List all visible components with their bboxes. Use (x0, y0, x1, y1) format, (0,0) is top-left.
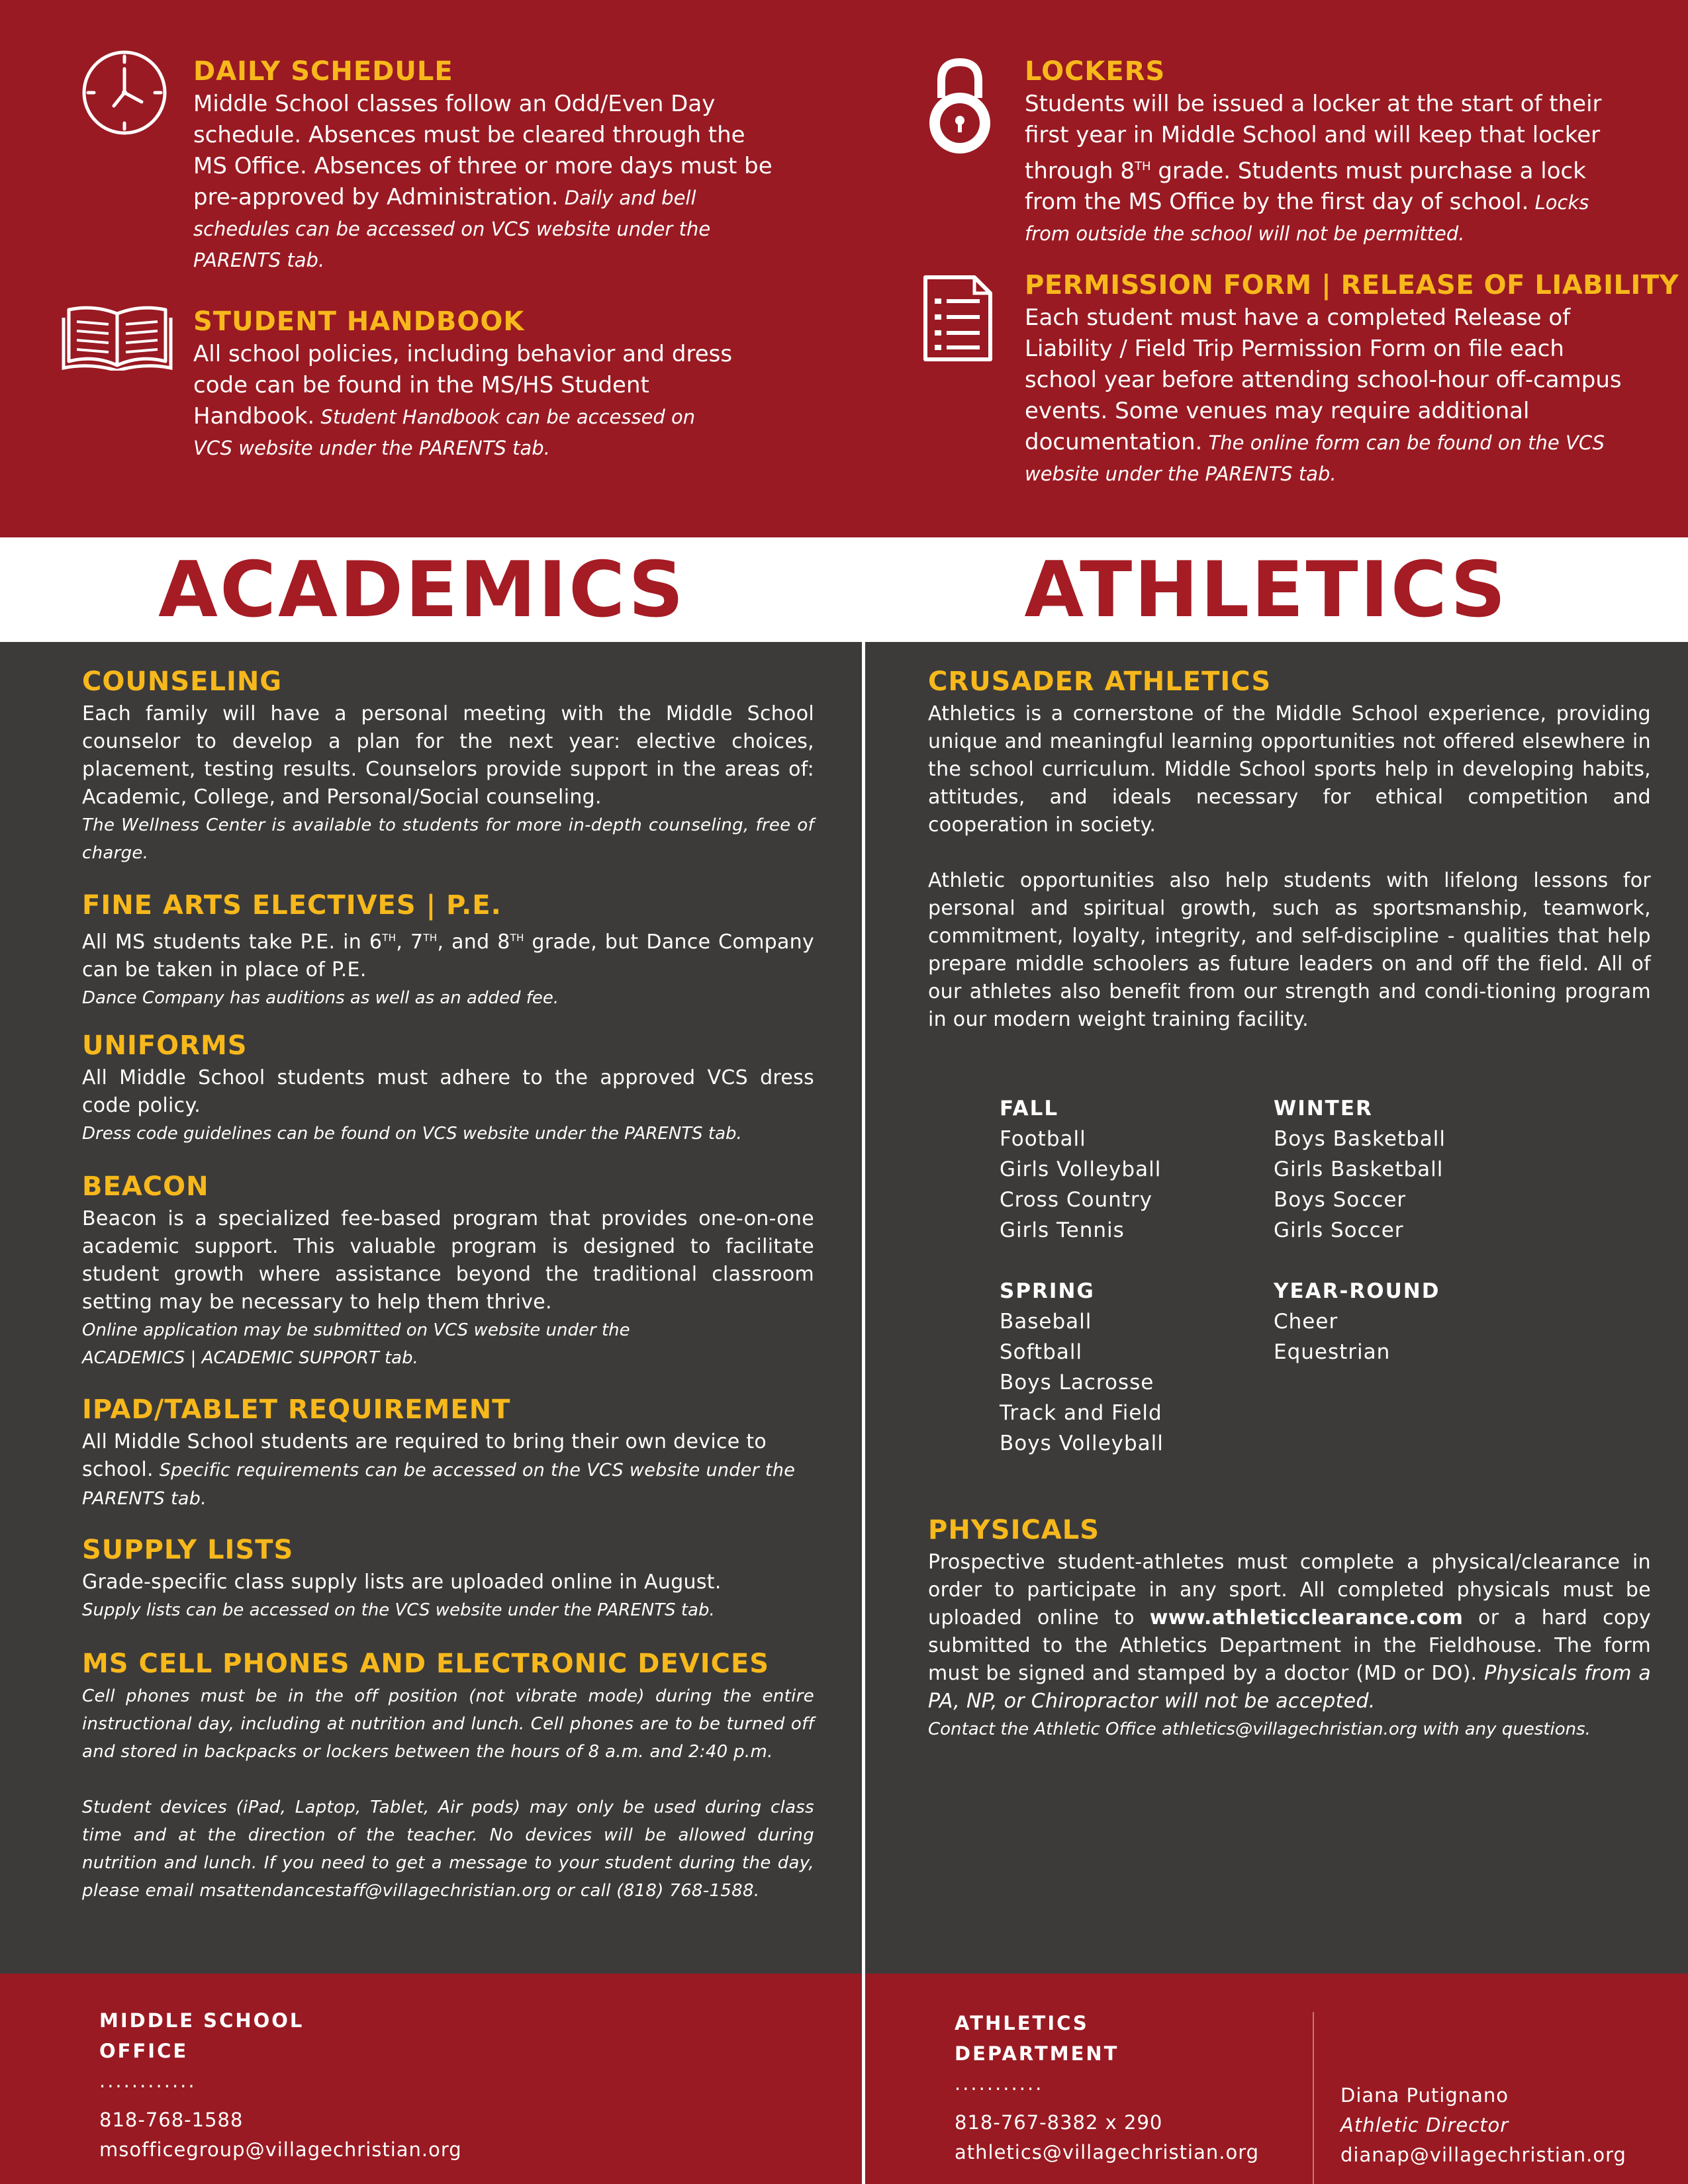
ipad-heading: IPAD/TABLET REQUIREMENT (82, 1394, 511, 1425)
sport-item: Girls Basketball (1274, 1158, 1444, 1181)
permission-form-line: Liability / Field Trip Permission Form on file each (1025, 336, 1564, 362)
director-name: Diana Putignano (1340, 2084, 1509, 2107)
sport-item: Girls Tennis (1000, 1218, 1125, 1242)
open-book-icon (61, 302, 173, 371)
permission-form-line: Each student must have a completed Release of (1025, 304, 1571, 331)
lockers-line: first year in Middle School and will keep that locker (1025, 122, 1601, 148)
student-handbook-heading: STUDENT HANDBOOK (193, 306, 525, 337)
crusader-athletics-intro: Athletics is a cornerstone of the Middle School experience, providing unique and meaningful learning opportunities not offered elsewhere in the school curriculum. Middle School sports help in developing habits, attitudes, and ideals necessary for ethical competition and cooperation in society. (928, 702, 1651, 837)
ipad-note: Specific requirements can be accessed on the VCS website under the PARENTS tab. (82, 1460, 796, 1509)
daily-schedule-line: schedule. Absences must be cleared through the (193, 122, 745, 148)
season-label: SPRING (1000, 1279, 1095, 1303)
athletics-title: ATHLETICS (1024, 545, 1508, 635)
counseling-section (82, 664, 814, 867)
fine-arts-section (82, 888, 814, 1012)
director-title: Athletic Director (1340, 2114, 1509, 2136)
supply-lists-body: Grade-specific class supply lists are uploaded online in August. (82, 1570, 722, 1594)
athletics-dept-heading: ATHLETICS (955, 2012, 1089, 2034)
superscript: TH (382, 932, 397, 944)
ms-office-contact (99, 2005, 462, 2165)
cell-phones-policy: Cell phones must be in the off position (not vibrate mode) during the entire instructional day, including at nutrition and lunch. Cell phones are to be turned off and stored in backpacks or lockers between the hours of 8 a.m. and 2:40 p.m. (82, 1686, 814, 1762)
daily-schedule-note: schedules can be accessed on VCS website under the (193, 218, 711, 240)
ipad-body: All Middle School students are required to bring their own device to school. (82, 1430, 767, 1481)
superscript: TH (1135, 159, 1151, 173)
athletics-dept-contact (955, 2008, 1259, 2167)
supply-lists-heading: SUPPLY LISTS (82, 1535, 294, 1565)
lockers-heading: LOCKERS (1025, 56, 1166, 87)
crusader-athletics-heading: CRUSADER ATHLETICS (928, 666, 1272, 697)
uniforms-note: Dress code guidelines can be found on VCS website under the PARENTS tab. (82, 1124, 742, 1144)
ms-office-heading: OFFICE (99, 2040, 189, 2062)
lockers-note: from outside the school will not be permitted. (1025, 222, 1465, 246)
clock-icon (81, 49, 168, 136)
lockers-line: grade. Students must purchase a lock (1150, 158, 1586, 185)
crusader-athletics-opportunities: Athletic opportunities also help students with lifelong lessons for personal and spiritual growth, such as sportsmanship, teamwork, commitment, loyalty, integrity, and self-discipline - qualities that help prepare middle schoolers as future leaders on and off the field. All of our athletes also benefit from our strength and condi-tioning program in our modern weight training facility. (928, 869, 1651, 1031)
daily-schedule-note: Daily and bell (558, 187, 696, 209)
fine-arts-body: grade, but Dance Company can be taken in place of P.E. (82, 931, 815, 981)
student-handbook-line: All school policies, including behavior and dress (193, 341, 733, 367)
beacon-heading: BEACON (82, 1171, 209, 1202)
permission-form-line: documentation. (1025, 429, 1203, 455)
uniforms-section (82, 1028, 814, 1148)
season-label: FALL (1000, 1097, 1059, 1120)
director-email[interactable]: dianap@villagechristian.org (1340, 2144, 1626, 2166)
superscript: TH (423, 932, 438, 944)
padlock-icon (927, 57, 993, 156)
fine-arts-body: All MS students take P.E. in 6 (82, 931, 383, 954)
year-round-sports (1274, 1276, 1440, 1367)
sport-item: Equestrian (1274, 1340, 1391, 1364)
sport-item: Girls Soccer (1274, 1218, 1404, 1242)
athletic-director-contact (1340, 2081, 1626, 2170)
sport-item: Girls Volleyball (1000, 1158, 1162, 1181)
sport-item: Baseball (1000, 1310, 1092, 1334)
cell-phones-devices: Student devices (iPad, Laptop, Tablet, Air pods) may only be used during class time and at the direction of the teacher. No devices will be allowed during nutrition and lunch. If you need to get a message to your student during the day, please email msattendancestaff@villagechristian.org or call (818) 768-1588. (82, 1797, 814, 1901)
permission-form-note: The online form can be found on the VCS (1202, 432, 1605, 454)
footer-divider (1313, 2012, 1314, 2184)
fine-arts-body: , 7 (396, 931, 424, 954)
cell-phones-heading: MS CELL PHONES AND ELECTRONIC DEVICES (82, 1649, 770, 1679)
ms-office-email[interactable]: msofficegroup@villagechristian.org (99, 2138, 462, 2161)
lockers-line: through 8 (1025, 158, 1135, 185)
uniforms-body: All Middle School students must adhere to the approved VCS dress code policy. (82, 1066, 814, 1117)
physicals-contact-note: Contact the Athletic Office athletics@villagechristian.org with any questions. (928, 1719, 1591, 1739)
dotted-separator: ............ (99, 2070, 197, 2092)
student-handbook-line: Handbook. (193, 403, 315, 430)
lockers-block (1025, 54, 1673, 250)
beacon-body: Beacon is a specialized fee-based program that provides one-on-one academic support. This valuable program is designed to facilitate student growth where assistance beyond the traditional classroom setting may be necessary to help them thrive. (82, 1207, 814, 1314)
physicals-body: or a hard copy submitted to the Athletics Department in the Fieldhouse. The form must be signed and stamped by a doctor (MD or DO). (928, 1606, 1651, 1685)
student-handbook-note: VCS website under the PARENTS tab. (193, 437, 550, 459)
daily-schedule-line: pre-approved by Administration. (193, 184, 559, 210)
sport-item: Softball (1000, 1340, 1083, 1364)
fine-arts-heading: FINE ARTS ELECTIVES | P.E. (82, 890, 502, 921)
counseling-body: Each family will have a personal meeting with the Middle School counselor to develop a plan for the next year: elective choices, placement, testing results. Counselors provide support in the areas of: Academic, College, and Personal/Social counseling. (82, 702, 814, 809)
lockers-line: Students will be issued a locker at the start of their (1025, 91, 1602, 117)
counseling-note: The Wellness Center is available to students for more in-depth counseling, free of charge. (82, 815, 814, 863)
fine-arts-body: , and 8 (437, 931, 510, 954)
sport-item: Boys Basketball (1274, 1127, 1446, 1151)
student-handbook-block (193, 304, 829, 464)
daily-schedule-line: Middle School classes follow an Odd/Even Day (193, 91, 716, 117)
daily-schedule-line: MS Office. Absences of three or more days must be (193, 153, 773, 179)
daily-schedule-heading: DAILY SCHEDULE (193, 56, 453, 87)
column-divider (862, 642, 865, 2184)
crusader-athletics-section (928, 664, 1651, 1034)
counseling-heading: COUNSELING (82, 666, 283, 697)
physicals-heading: PHYSICALS (928, 1515, 1100, 1545)
physicals-section (928, 1513, 1651, 1743)
season-label: WINTER (1274, 1097, 1373, 1120)
athletic-clearance-link[interactable]: www.athleticclearance.com (1149, 1606, 1464, 1629)
permission-form-block (1025, 268, 1680, 490)
checklist-form-icon (921, 273, 994, 363)
athletics-dept-heading: DEPARTMENT (955, 2042, 1119, 2065)
sport-item: Boys Volleyball (1000, 1432, 1164, 1455)
daily-schedule-block (193, 54, 829, 276)
academics-title: ACADEMICS (158, 545, 686, 635)
physicals-restriction: Physicals from a PA, NP, or Chiropractor will not be accepted. (928, 1662, 1652, 1713)
student-handbook-note: Student Handbook can be accessed on (314, 406, 696, 428)
sport-item: Boys Lacrosse (1000, 1371, 1154, 1394)
athletics-dept-phone[interactable]: 818-767-8382 x 290 (955, 2111, 1163, 2134)
sport-item: Track and Field (1000, 1401, 1162, 1425)
superscript: TH (510, 932, 524, 944)
sport-item: Cross Country (1000, 1188, 1152, 1212)
permission-form-heading: PERMISSION FORM | RELEASE OF LIABILITY (1025, 270, 1679, 300)
supply-lists-note: Supply lists can be accessed on the VCS website under the PARENTS tab. (82, 1600, 715, 1620)
ms-office-phone[interactable]: 818-768-1588 (99, 2109, 244, 2131)
lockers-line: from the MS Office by the first day of school. (1025, 189, 1529, 216)
permission-form-line: events. Some venues may require additional (1025, 398, 1530, 424)
beacon-section (82, 1169, 814, 1372)
ms-office-heading: MIDDLE SCHOOL (99, 2009, 305, 2032)
permission-form-line: school year before attending school-hour off-campus (1025, 367, 1622, 393)
sport-item: Boys Soccer (1274, 1188, 1407, 1212)
season-label: YEAR-ROUND (1274, 1279, 1440, 1303)
ipad-section (82, 1392, 814, 1513)
beacon-note: Online application may be submitted on VCS website under the ACADEMICS | ACADEMIC SUPPORT tab. (82, 1320, 630, 1368)
winter-sports (1274, 1093, 1446, 1246)
sport-item: Cheer (1274, 1310, 1338, 1334)
spring-sports (1000, 1276, 1164, 1459)
dotted-separator: ........... (955, 2072, 1044, 2095)
physicals-body: Prospective student-athletes must complete a physical/clearance in order to participate in any sport. All completed physicals must be uploaded online to (928, 1551, 1651, 1629)
fall-sports (1000, 1093, 1161, 1246)
permission-form-note: website under the PARENTS tab. (1025, 463, 1336, 485)
athletics-dept-email[interactable]: athletics@villagechristian.org (955, 2141, 1260, 2163)
daily-schedule-note: PARENTS tab. (193, 249, 325, 271)
lockers-note: Locks (1528, 191, 1589, 214)
student-handbook-line: code can be found in the MS/HS Student (193, 372, 649, 398)
uniforms-heading: UNIFORMS (82, 1030, 248, 1061)
sport-item: Football (1000, 1127, 1086, 1151)
cell-phones-section (82, 1647, 814, 1905)
fine-arts-note: Dance Company has auditions as well as an added fee. (82, 988, 559, 1008)
supply-lists-section (82, 1533, 814, 1624)
